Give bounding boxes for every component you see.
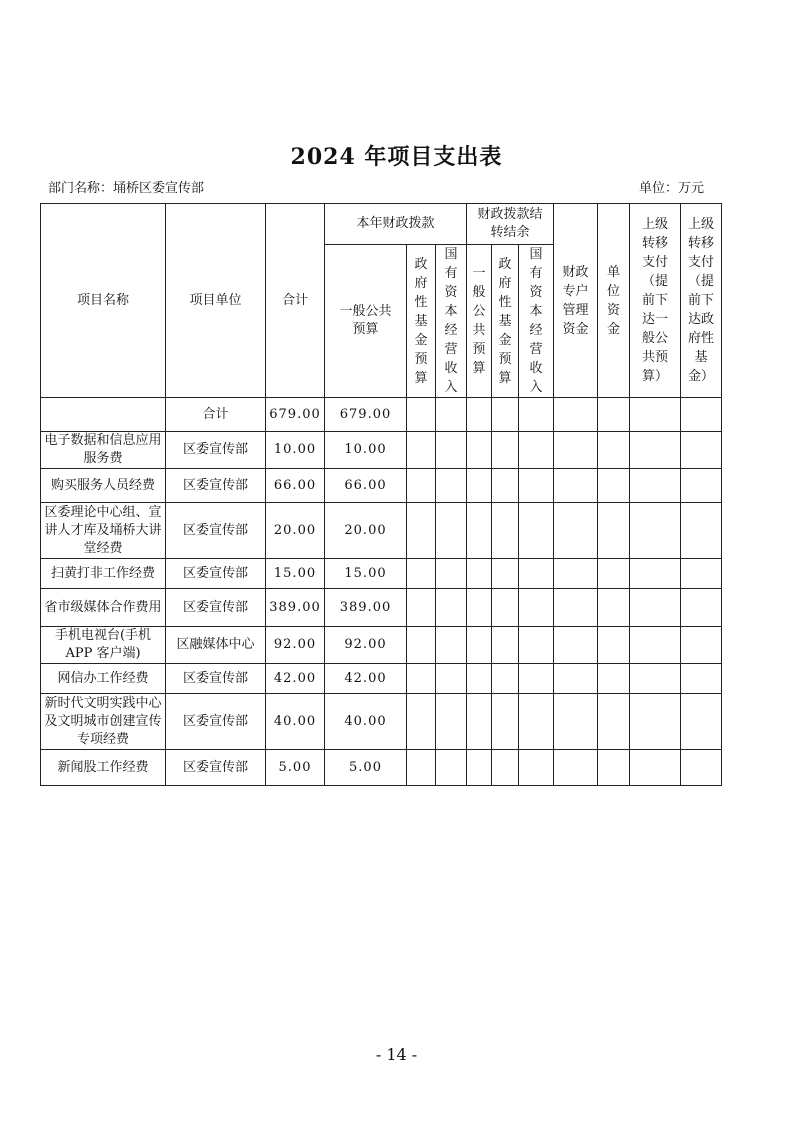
row-name: 电子数据和信息应用服务费	[41, 432, 166, 469]
empty-cell	[681, 589, 722, 627]
empty-cell	[598, 664, 630, 694]
row-general: 92.00	[325, 627, 407, 664]
row-unit: 区委宣传部	[166, 469, 266, 503]
empty-cell	[407, 664, 436, 694]
empty-cell	[519, 503, 554, 559]
row-name: 新闻股工作经费	[41, 750, 166, 786]
row-total: 389.00	[266, 589, 325, 627]
empty-cell	[492, 694, 519, 750]
empty-cell	[630, 694, 681, 750]
empty-cell	[519, 664, 554, 694]
empty-cell	[467, 432, 492, 469]
empty-cell	[630, 664, 681, 694]
header-project-unit: 项目单位	[166, 204, 266, 398]
row-general: 66.00	[325, 469, 407, 503]
row-general: 5.00	[325, 750, 407, 786]
empty-cell	[436, 469, 467, 503]
row-unit: 区委宣传部	[166, 750, 266, 786]
table-row	[41, 503, 722, 559]
row-unit: 区融媒体中心	[166, 627, 266, 664]
row-name: 网信办工作经费	[41, 664, 166, 694]
header-project-name: 项目名称	[41, 204, 166, 398]
row-unit: 区委宣传部	[166, 432, 266, 469]
row-total: 40.00	[266, 694, 325, 750]
empty-cell	[554, 469, 598, 503]
row-name: 区委理论中心组、宣讲人才库及埇桥大讲堂经费	[41, 503, 166, 559]
empty-cell	[519, 627, 554, 664]
row-total: 42.00	[266, 664, 325, 694]
header-carryover: 财政拨款结转结余	[467, 204, 554, 245]
empty-cell	[598, 469, 630, 503]
header-general-budget: 一般公共预算	[325, 245, 407, 398]
header-gov-fund-budget: 政 府 性 基 金 预 算	[407, 245, 436, 398]
empty-cell	[492, 503, 519, 559]
table-row	[41, 559, 722, 589]
row-unit: 区委宣传部	[166, 589, 266, 627]
empty-cell	[407, 694, 436, 750]
row-unit: 区委宣传部	[166, 503, 266, 559]
empty-cell	[436, 503, 467, 559]
row-total: 66.00	[266, 469, 325, 503]
empty-cell	[519, 469, 554, 503]
empty-cell	[598, 503, 630, 559]
table-row	[41, 432, 722, 469]
empty-cell	[554, 664, 598, 694]
empty-cell	[598, 627, 630, 664]
total-row	[41, 398, 722, 432]
empty-cell	[681, 559, 722, 589]
page-title: 2024 年项目支出表	[290, 144, 503, 170]
empty-cell	[407, 559, 436, 589]
row-total: 15.00	[266, 559, 325, 589]
empty-cell	[681, 469, 722, 503]
empty-cell	[630, 559, 681, 589]
row-general: 10.00	[325, 432, 407, 469]
empty-cell	[467, 503, 492, 559]
empty-cell	[681, 503, 722, 559]
empty-cell	[554, 589, 598, 627]
table-row	[41, 664, 722, 694]
header-total: 合计	[266, 204, 325, 398]
empty-cell	[492, 750, 519, 786]
empty-cell	[407, 627, 436, 664]
row-unit: 区委宣传部	[166, 559, 266, 589]
empty-cell	[630, 750, 681, 786]
empty-cell	[467, 589, 492, 627]
row-unit: 区委宣传部	[166, 664, 266, 694]
row-total: 5.00	[266, 750, 325, 786]
row-general: 389.00	[325, 589, 407, 627]
empty-cell	[519, 694, 554, 750]
empty-cell	[630, 589, 681, 627]
header-upper-transfer-general: 上级 转移 支付 （提 前下 达一 般公 共预 算）	[630, 204, 681, 398]
empty-cell	[492, 559, 519, 589]
empty-cell	[467, 469, 492, 503]
header-state-capital: 国 有 资 本 经 营 收 入	[436, 245, 467, 398]
empty-cell	[436, 559, 467, 589]
empty-cell	[554, 432, 598, 469]
empty-cell	[467, 627, 492, 664]
empty-cell	[407, 750, 436, 786]
row-name: 手机电视台(手机APP 客户端)	[41, 627, 166, 664]
empty-cell	[436, 627, 467, 664]
empty-cell	[554, 627, 598, 664]
empty-cell	[630, 432, 681, 469]
empty-cell	[436, 589, 467, 627]
empty-cell	[519, 559, 554, 589]
empty-cell	[681, 750, 722, 786]
empty-cell	[598, 559, 630, 589]
empty-cell	[554, 559, 598, 589]
empty-cell	[407, 503, 436, 559]
empty-cell	[554, 750, 598, 786]
empty-cell	[519, 589, 554, 627]
row-general: 42.00	[325, 664, 407, 694]
empty-cell	[467, 750, 492, 786]
empty-cell	[598, 589, 630, 627]
row-name: 省市级媒体合作费用	[41, 589, 166, 627]
table-row	[41, 469, 722, 503]
department-name: 部门名称：埇桥区委宣传部	[48, 181, 205, 196]
row-name: 购买服务人员经费	[41, 469, 166, 503]
row-name: 新时代文明实践中心及文明城市创建宣传专项经费	[41, 694, 166, 750]
empty-cell	[467, 559, 492, 589]
table-row	[41, 694, 722, 750]
empty-cell	[492, 589, 519, 627]
empty-cell	[554, 503, 598, 559]
unit-label: 单位：万元	[638, 181, 704, 196]
empty-cell	[681, 627, 722, 664]
page-number: - 14 -	[375, 1045, 418, 1064]
empty-cell	[519, 432, 554, 469]
row-general: 15.00	[325, 559, 407, 589]
empty-cell	[519, 750, 554, 786]
header-upper-transfer-gov-fund: 上级 转移 支付 （提 前下 达政 府性 基 金）	[681, 204, 722, 398]
total-amount: 679.00	[266, 398, 325, 432]
header-carryover-state-capital: 国 有 资 本 经 营 收 入	[519, 245, 554, 398]
table-body	[41, 432, 722, 786]
empty-cell	[436, 432, 467, 469]
empty-cell	[436, 750, 467, 786]
empty-cell	[598, 694, 630, 750]
empty-cell	[681, 664, 722, 694]
empty-cell	[630, 503, 681, 559]
empty-cell	[436, 664, 467, 694]
empty-cell	[598, 750, 630, 786]
empty-cell	[554, 694, 598, 750]
header-carryover-general: 一 般 公 共 预 算	[467, 245, 492, 398]
row-unit: 区委宣传部	[166, 694, 266, 750]
empty-cell	[467, 664, 492, 694]
empty-cell	[492, 469, 519, 503]
header-carryover-gov-fund: 政 府 性 基 金 预 算	[492, 245, 519, 398]
row-total: 20.00	[266, 503, 325, 559]
empty-cell	[630, 627, 681, 664]
empty-cell	[681, 432, 722, 469]
header-special-fund: 财政 专户 管理 资金	[554, 204, 598, 398]
row-name: 扫黄打非工作经费	[41, 559, 166, 589]
empty-cell	[492, 664, 519, 694]
empty-cell	[598, 432, 630, 469]
empty-cell	[407, 432, 436, 469]
row-total: 92.00	[266, 627, 325, 664]
header-current-year-appropriation: 本年财政拨款	[325, 204, 467, 245]
empty-cell	[407, 589, 436, 627]
empty-cell	[492, 432, 519, 469]
empty-cell	[630, 469, 681, 503]
empty-cell	[436, 694, 467, 750]
total-label: 合计	[166, 398, 266, 432]
table-row	[41, 750, 722, 786]
table-row	[41, 627, 722, 664]
empty-cell	[467, 694, 492, 750]
project-expenditure-table	[40, 203, 722, 786]
empty-cell	[407, 469, 436, 503]
header-unit-fund: 单 位 资 金	[598, 204, 630, 398]
empty-cell	[492, 627, 519, 664]
empty-cell	[681, 694, 722, 750]
total-general: 679.00	[325, 398, 407, 432]
row-general: 20.00	[325, 503, 407, 559]
row-total: 10.00	[266, 432, 325, 469]
table-row	[41, 589, 722, 627]
row-general: 40.00	[325, 694, 407, 750]
